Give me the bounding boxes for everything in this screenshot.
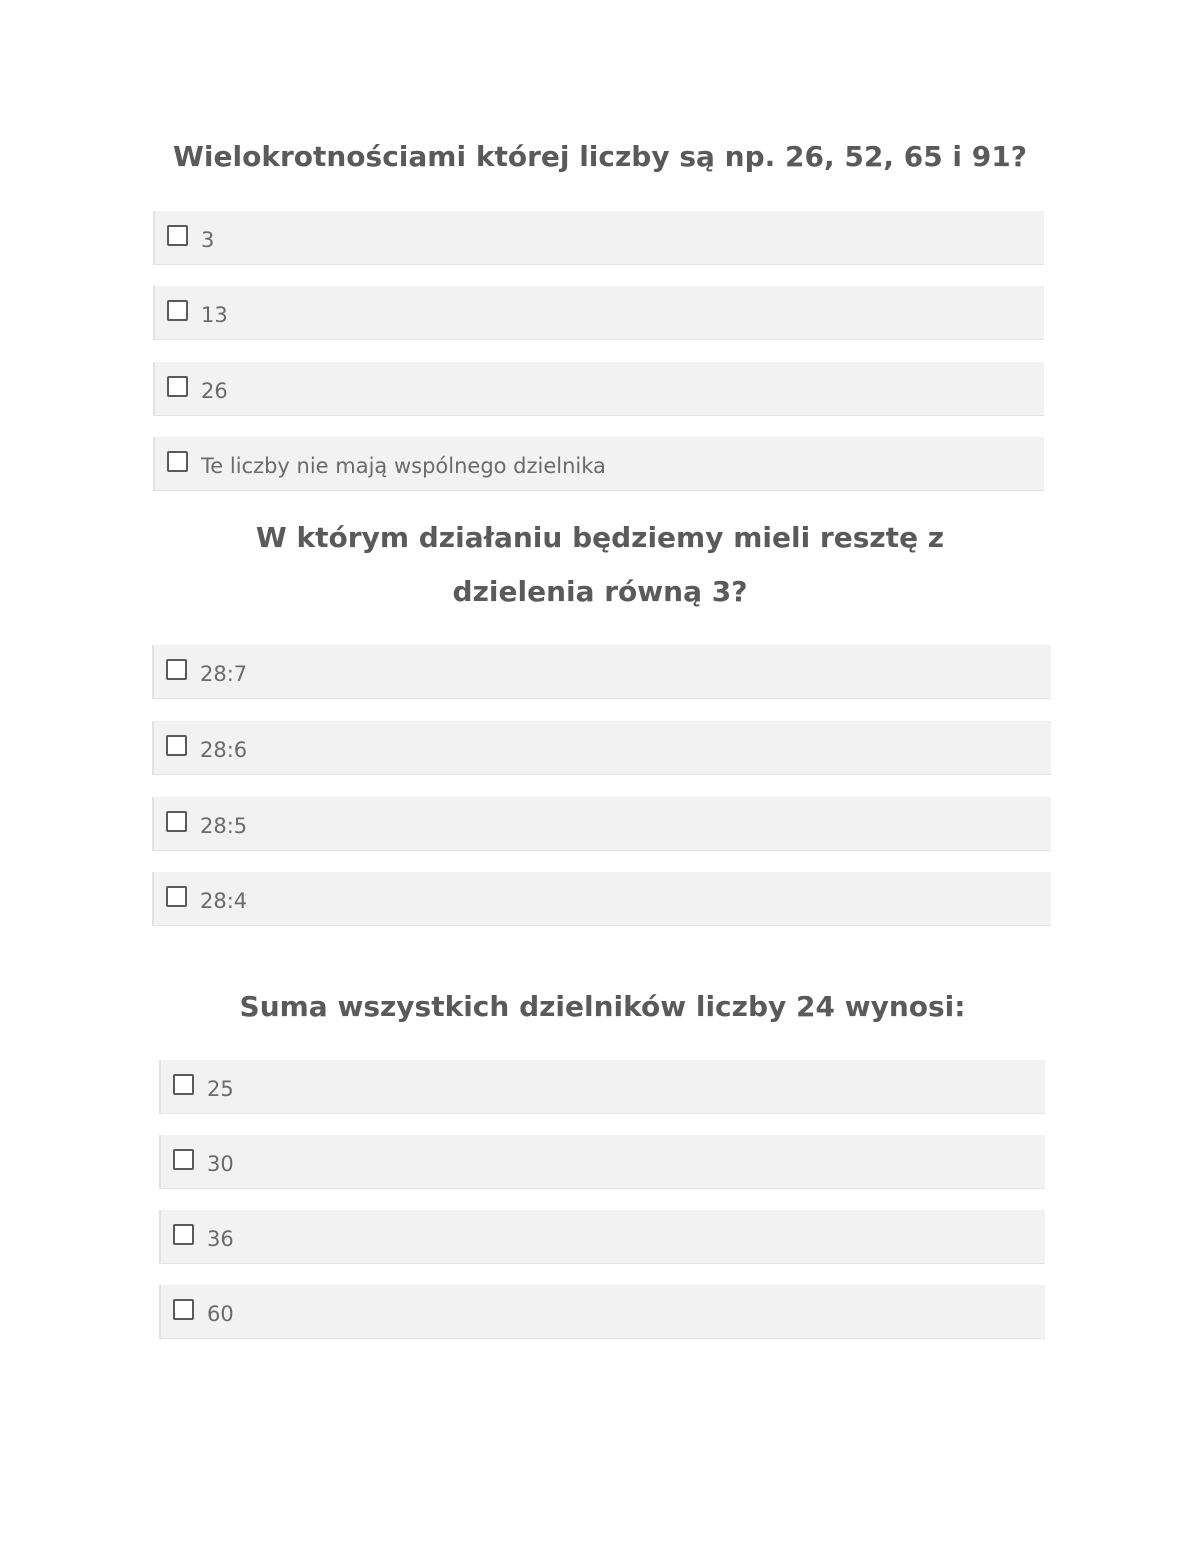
option-label: 60 — [207, 1301, 234, 1326]
option-label: 30 — [207, 1151, 234, 1176]
checkbox-icon[interactable] — [166, 886, 187, 907]
question-2-option-4[interactable] — [152, 872, 1051, 926]
checkbox-icon[interactable] — [167, 451, 188, 472]
option-label: 28:6 — [200, 737, 248, 762]
question-3-option-2[interactable] — [159, 1135, 1045, 1189]
question-2-option-2[interactable] — [152, 721, 1051, 775]
question-3-option-3[interactable] — [159, 1210, 1045, 1264]
question-1-option-2[interactable] — [153, 286, 1044, 340]
checkbox-icon[interactable] — [173, 1224, 194, 1245]
checkbox-icon[interactable] — [173, 1149, 194, 1170]
option-label: 13 — [201, 302, 228, 327]
option-label: 28:7 — [200, 661, 248, 686]
checkbox-icon[interactable] — [166, 735, 187, 756]
question-1-title: Wielokrotnościami której liczby są np. 26, 52, 65 i 91? — [173, 140, 1027, 173]
option-label: 26 — [201, 378, 228, 403]
checkbox-icon[interactable] — [166, 811, 187, 832]
checkbox-icon[interactable] — [167, 300, 188, 321]
question-3-title: Suma wszystkich dzielników liczby 24 wynosi: — [239, 990, 966, 1023]
option-label: 3 — [201, 227, 215, 252]
question-2-option-1[interactable] — [152, 645, 1051, 699]
checkbox-icon[interactable] — [173, 1299, 194, 1320]
question-2-title: W którym działaniu będziemy mieli resztę z dzielenia równą 3? — [255, 521, 945, 608]
option-label: Te liczby nie mają wspólnego dzielnika — [201, 453, 606, 478]
question-1-option-4[interactable] — [153, 437, 1044, 491]
question-2-option-3[interactable] — [152, 797, 1051, 851]
question-1-option-3[interactable] — [153, 362, 1044, 416]
checkbox-icon[interactable] — [166, 659, 187, 680]
option-label: 28:4 — [200, 888, 248, 913]
option-label: 36 — [207, 1226, 234, 1251]
option-label: 28:5 — [200, 813, 248, 838]
question-3-option-1[interactable] — [159, 1060, 1045, 1114]
question-1-option-1[interactable] — [153, 211, 1044, 265]
checkbox-icon[interactable] — [167, 376, 188, 397]
option-label: 25 — [207, 1076, 234, 1101]
checkbox-icon[interactable] — [167, 225, 188, 246]
checkbox-icon[interactable] — [173, 1074, 194, 1095]
question-3-option-4[interactable] — [159, 1285, 1045, 1339]
